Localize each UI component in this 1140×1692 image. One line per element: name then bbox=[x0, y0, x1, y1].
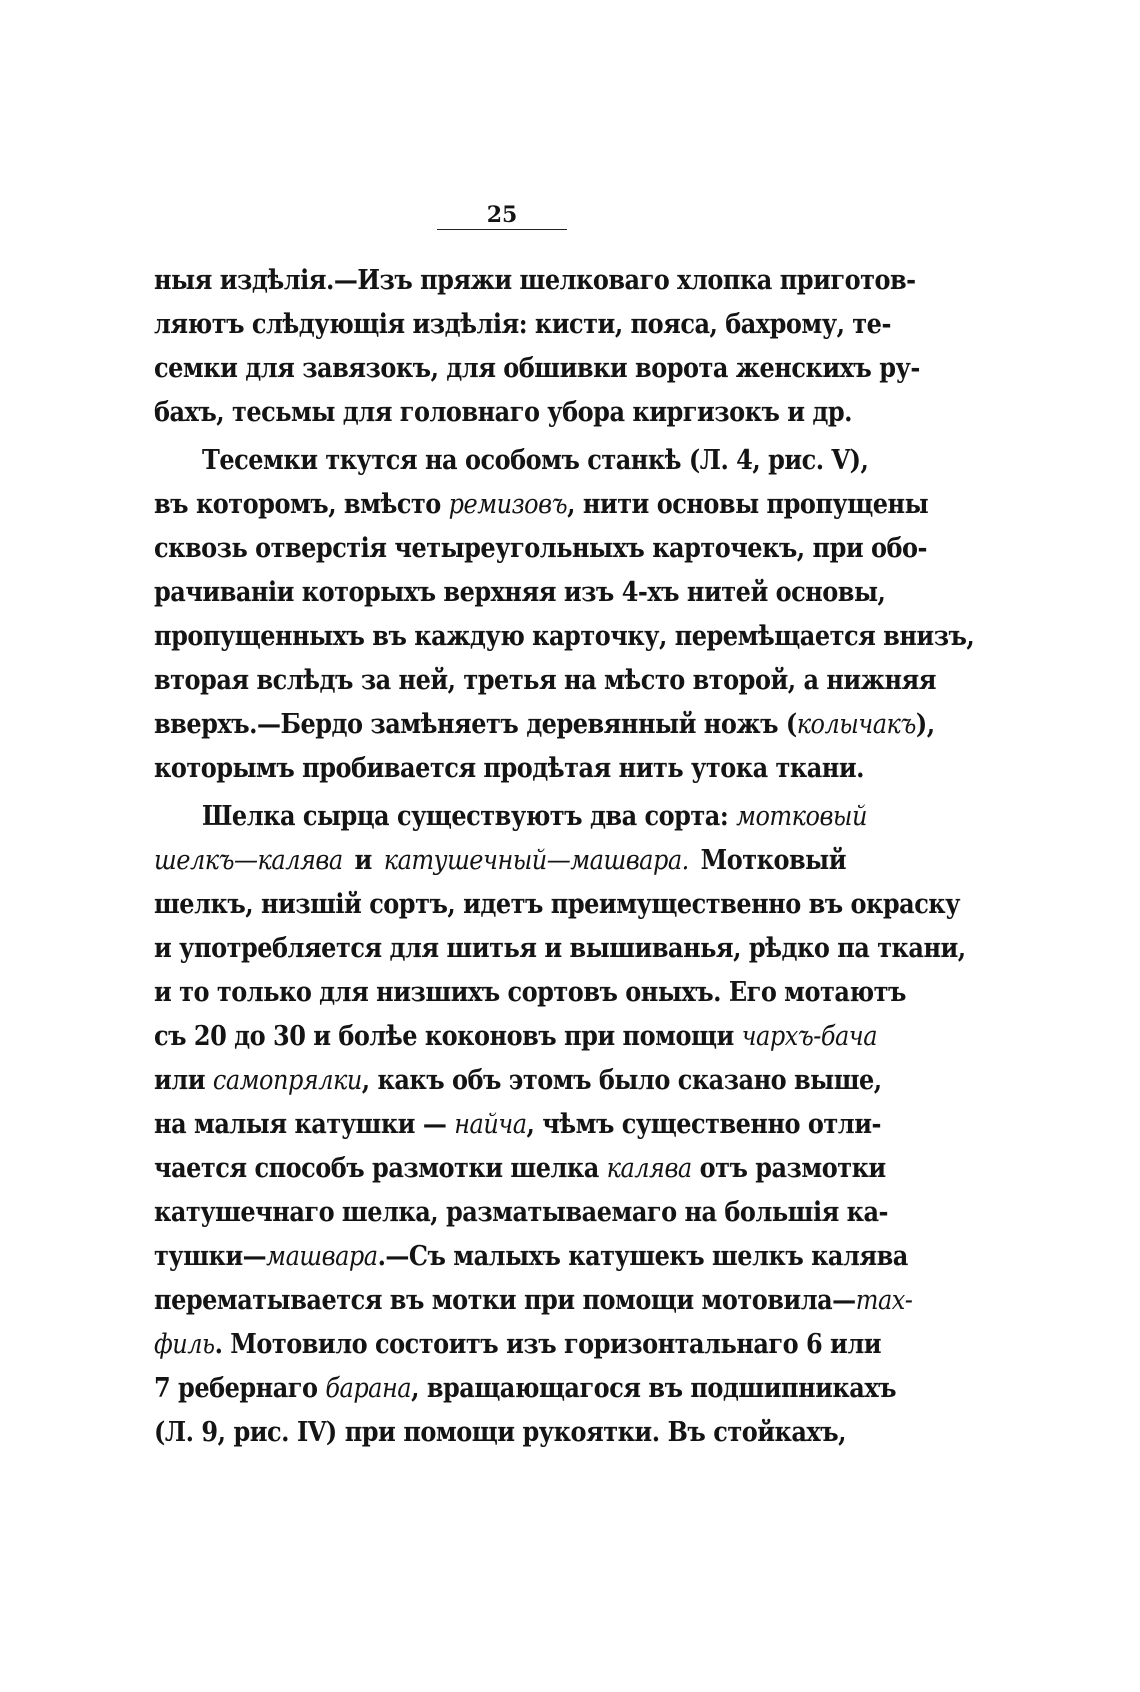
text-segment: Шелка сырца существуютъ два сорта: bbox=[202, 799, 737, 832]
text-line bbox=[154, 967, 906, 1016]
italic-term: машвара bbox=[266, 1240, 378, 1272]
text-segment: пропущенныхъ въ каждую карточку, перемѣщается внизъ, bbox=[154, 619, 975, 652]
text-line bbox=[154, 1231, 908, 1280]
text-segment: , вращающагося въ подшипникахъ bbox=[411, 1371, 897, 1404]
italic-term: самопрялки bbox=[212, 1064, 362, 1096]
text-segment: , нити основы пропущены bbox=[567, 487, 929, 520]
text-segment: сквозь отверстія четыреугольныхъ карточекъ, при обо- bbox=[154, 531, 928, 564]
text-segment: 7 ребернаго bbox=[154, 1371, 326, 1404]
text-segment: перематывается въ мотки при помощи мотовила— bbox=[154, 1283, 856, 1316]
text-segment: вторая вслѣдъ за ней, третья на мѣсто второй, а нижняя bbox=[154, 663, 936, 696]
text-segment: Мотковый bbox=[688, 843, 846, 876]
italic-term: филь bbox=[154, 1328, 215, 1360]
text-line bbox=[154, 879, 960, 928]
text-segment: съ 20 до 30 и болѣе коконовъ при помощи bbox=[154, 1019, 742, 1052]
italic-term: тах- bbox=[855, 1284, 913, 1316]
text-line bbox=[154, 611, 975, 660]
text-segment: , какъ объ этомъ было сказано выше, bbox=[361, 1063, 882, 1096]
text-segment: которымъ пробивается продѣтая нить утока ткани. bbox=[154, 751, 864, 784]
text-line bbox=[154, 923, 966, 972]
text-segment: , чѣмъ существенно отли- bbox=[526, 1107, 881, 1140]
text-segment: ныя издѣлія.—Изъ пряжи шелковаго хлопка приготов- bbox=[154, 263, 916, 296]
text-line bbox=[154, 567, 886, 616]
text-line bbox=[154, 1319, 882, 1368]
text-line bbox=[154, 479, 929, 528]
italic-term: ремизовъ bbox=[448, 488, 568, 520]
text-line bbox=[154, 435, 869, 484]
text-line bbox=[154, 655, 936, 704]
text-line bbox=[154, 1407, 846, 1456]
body-text bbox=[154, 258, 975, 1454]
text-segment: рачиваніи которыхъ верхняя изъ 4-хъ нитей основы, bbox=[154, 575, 886, 608]
text-segment: (Л. 9, рис. IV) при помощи рукоятки. Въ стойкахъ, bbox=[154, 1415, 846, 1448]
text-segment: ), bbox=[915, 707, 935, 740]
text-line bbox=[154, 835, 846, 884]
text-segment: ляютъ слѣдующія издѣлія: кисти, пояса, бахрому, те- bbox=[154, 307, 891, 340]
text-line bbox=[154, 387, 853, 436]
text-line bbox=[154, 1275, 913, 1324]
text-line bbox=[154, 1187, 888, 1236]
text-segment: отъ размотки bbox=[691, 1151, 886, 1184]
text-segment: Тесемки ткутся на особомъ станкѣ (Л. 4, рис. V), bbox=[202, 443, 869, 476]
text-segment: бахъ, тесьмы для головнаго убора киргизокъ и др. bbox=[154, 395, 853, 428]
text-segment: вверхъ.—Бердо замѣняетъ деревянный ножъ ( bbox=[154, 707, 797, 740]
text-segment: . Мотовило состоитъ изъ горизонтальнаго 6 или bbox=[214, 1327, 882, 1360]
text-line bbox=[154, 255, 916, 304]
italic-term: калява bbox=[606, 1152, 692, 1184]
text-segment: катушечнаго шелка, разматываемаго на большія ка- bbox=[154, 1195, 888, 1228]
text-segment: и употребляется для шитья и вышиванья, рѣдко па ткани, bbox=[154, 931, 966, 964]
italic-term: барана bbox=[325, 1372, 412, 1404]
text-segment: чается способъ размотки шелка bbox=[154, 1151, 607, 1184]
text-line bbox=[154, 743, 864, 792]
page-number-rule bbox=[437, 229, 567, 230]
italic-term: колычакъ bbox=[796, 708, 916, 740]
italic-term: найча bbox=[454, 1108, 527, 1140]
text-line bbox=[154, 299, 891, 348]
text-segment: на малыя катушки — bbox=[154, 1107, 455, 1140]
text-line bbox=[154, 343, 920, 392]
text-segment: шелкъ, низшій сортъ, идетъ преимущественно въ окраску bbox=[154, 887, 960, 920]
italic-term: чархъ-бача bbox=[741, 1020, 878, 1052]
text-line bbox=[154, 1055, 882, 1104]
text-line bbox=[154, 523, 928, 572]
text-line bbox=[154, 1143, 886, 1192]
text-line bbox=[154, 791, 867, 840]
text-line bbox=[154, 1011, 878, 1060]
italic-term: катушечный—машвара. bbox=[383, 844, 689, 876]
text-segment: .—Съ малыхъ катушекъ шелкъ калява bbox=[377, 1239, 908, 1272]
text-line bbox=[154, 1363, 897, 1412]
italic-term: шелкъ—калява bbox=[154, 844, 343, 876]
text-segment: или bbox=[154, 1063, 213, 1096]
text-segment: въ которомъ, вмѣсто bbox=[154, 487, 449, 520]
text-line bbox=[154, 699, 935, 748]
text-segment: и то только для низшихъ сортовъ оныхъ. Его мотаютъ bbox=[154, 975, 906, 1008]
text-segment: и bbox=[342, 843, 384, 876]
text-line bbox=[154, 1099, 881, 1148]
text-segment: тушки— bbox=[154, 1239, 267, 1272]
text-segment: семки для завязокъ, для обшивки ворота женскихъ ру- bbox=[154, 351, 920, 384]
italic-term: мотковый bbox=[736, 800, 867, 832]
page-number: 25 bbox=[486, 202, 518, 228]
